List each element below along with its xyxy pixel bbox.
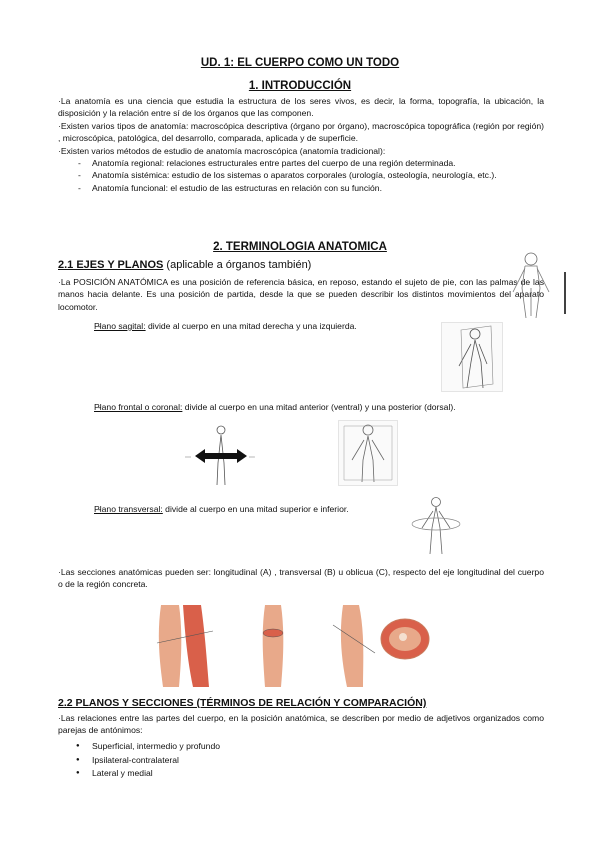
plane-sagittal-label: Plano sagital: (94, 321, 146, 331)
body-figure-icon (503, 250, 569, 320)
frontal-plane-figure-icon (338, 420, 398, 486)
list-item: ● Ipsilateral-contralateral (58, 754, 358, 768)
sagittal-plane-figure-icon (441, 322, 503, 392)
frontal-plane-arrow-icon (183, 423, 258, 488)
list-item: ● Lateral y medial (58, 767, 358, 781)
sections-paragraph: ·Las secciones anatómicas pueden ser: longitudinal (A) , transversal (B) u oblicua (C), respecto del eje longitudinal del cuerpo o de la región concreta. (58, 567, 544, 590)
subsection-2-1-title: 2.1 EJES Y PLANOS (58, 259, 164, 271)
intro-paragraph-1: ·La anatomía es una ciencia que estudia la estructura de los seres vivos, es decir, la forma, topografía, la ubicación, la disposición y la relación entre sí de los órganos que las componen. (58, 96, 544, 119)
plane-sagittal-item (78, 320, 408, 332)
list-item: - Anatomía funcional: el estudio de las estructuras en relación con su función. (58, 182, 544, 194)
list-item: ● Superficial, intermedio y profundo (58, 740, 358, 754)
anatomical-position-paragraph: ·La POSICIÓN ANATÓMICA es una posición de referencia básica, en reposo, estando el sujeto de pie, con las palmas de las manos hacia delante. Es una posición de partida, desde la que se pueden describir los distintos movimientos del aparato locomotor. (58, 277, 544, 312)
plane-frontal-desc: divide al cuerpo en una mitad anterior (ventral) y una posterior (dorsal). (182, 402, 456, 412)
relations-paragraph: ·Las relaciones entre las partes del cuerpo, en la posición anatómica, se describen por medio de adjetivos organizados como parejas de antónimos: (58, 713, 544, 736)
plane-transverse-text (78, 503, 408, 515)
section-1-body (58, 95, 544, 194)
section-2-heading: 2. TERMINOLOGIA ANATOMICA (213, 241, 387, 253)
list-item: - Anatomía regional: relaciones estructurales entre partes del cuerpo de una región determinada. (58, 157, 544, 169)
list-item: - Anatomía sistémica: estudio de los sistemas o aparatos corporales (urología, osteología, neurología, etc.). (58, 169, 544, 181)
plane-sagittal-text (78, 320, 408, 332)
plane-frontal-label: Plano frontal o coronal: (94, 402, 183, 412)
plane-transverse-item (78, 503, 408, 515)
subsection-2-1-note: (aplicable a órganos también) (163, 259, 312, 271)
section-1-heading: 1. INTRODUCCIÓN (248, 80, 352, 92)
plane-transverse-label: Plano transversal: (94, 504, 163, 514)
plane-sagittal-desc: divide al cuerpo en una mitad derecha y una izquierda. (145, 321, 357, 331)
sections-illustration-icon (153, 603, 431, 689)
subsection-2-1-heading (58, 259, 311, 271)
plane-transverse-desc: divide al cuerpo en una mitad superior e inferior. (162, 504, 349, 514)
intro-paragraph-3: ·Existen varios métodos de estudio de anatomía macroscópica (anatomía tradicional): (58, 145, 386, 156)
transverse-plane-figure-icon (410, 494, 462, 556)
plane-frontal-text (78, 401, 548, 413)
relations-list (58, 740, 358, 781)
plane-frontal-item (78, 401, 548, 413)
intro-paragraph-2: ·Existen varios tipos de anatomía: macroscópica descriptiva (órgano por órgano), macroscópica topográfica (región por región) , microscópica, patológica, del desarrollo, comparada, aplicada y de superficie. (58, 120, 544, 144)
subsection-2-2-heading: 2.2 PLANOS Y SECCIONES (TÉRMINOS DE RELACIÓN Y COMPARACIÓN) (58, 697, 427, 709)
document-title: UD. 1: EL CUERPO COMO UN TODO (200, 57, 400, 69)
